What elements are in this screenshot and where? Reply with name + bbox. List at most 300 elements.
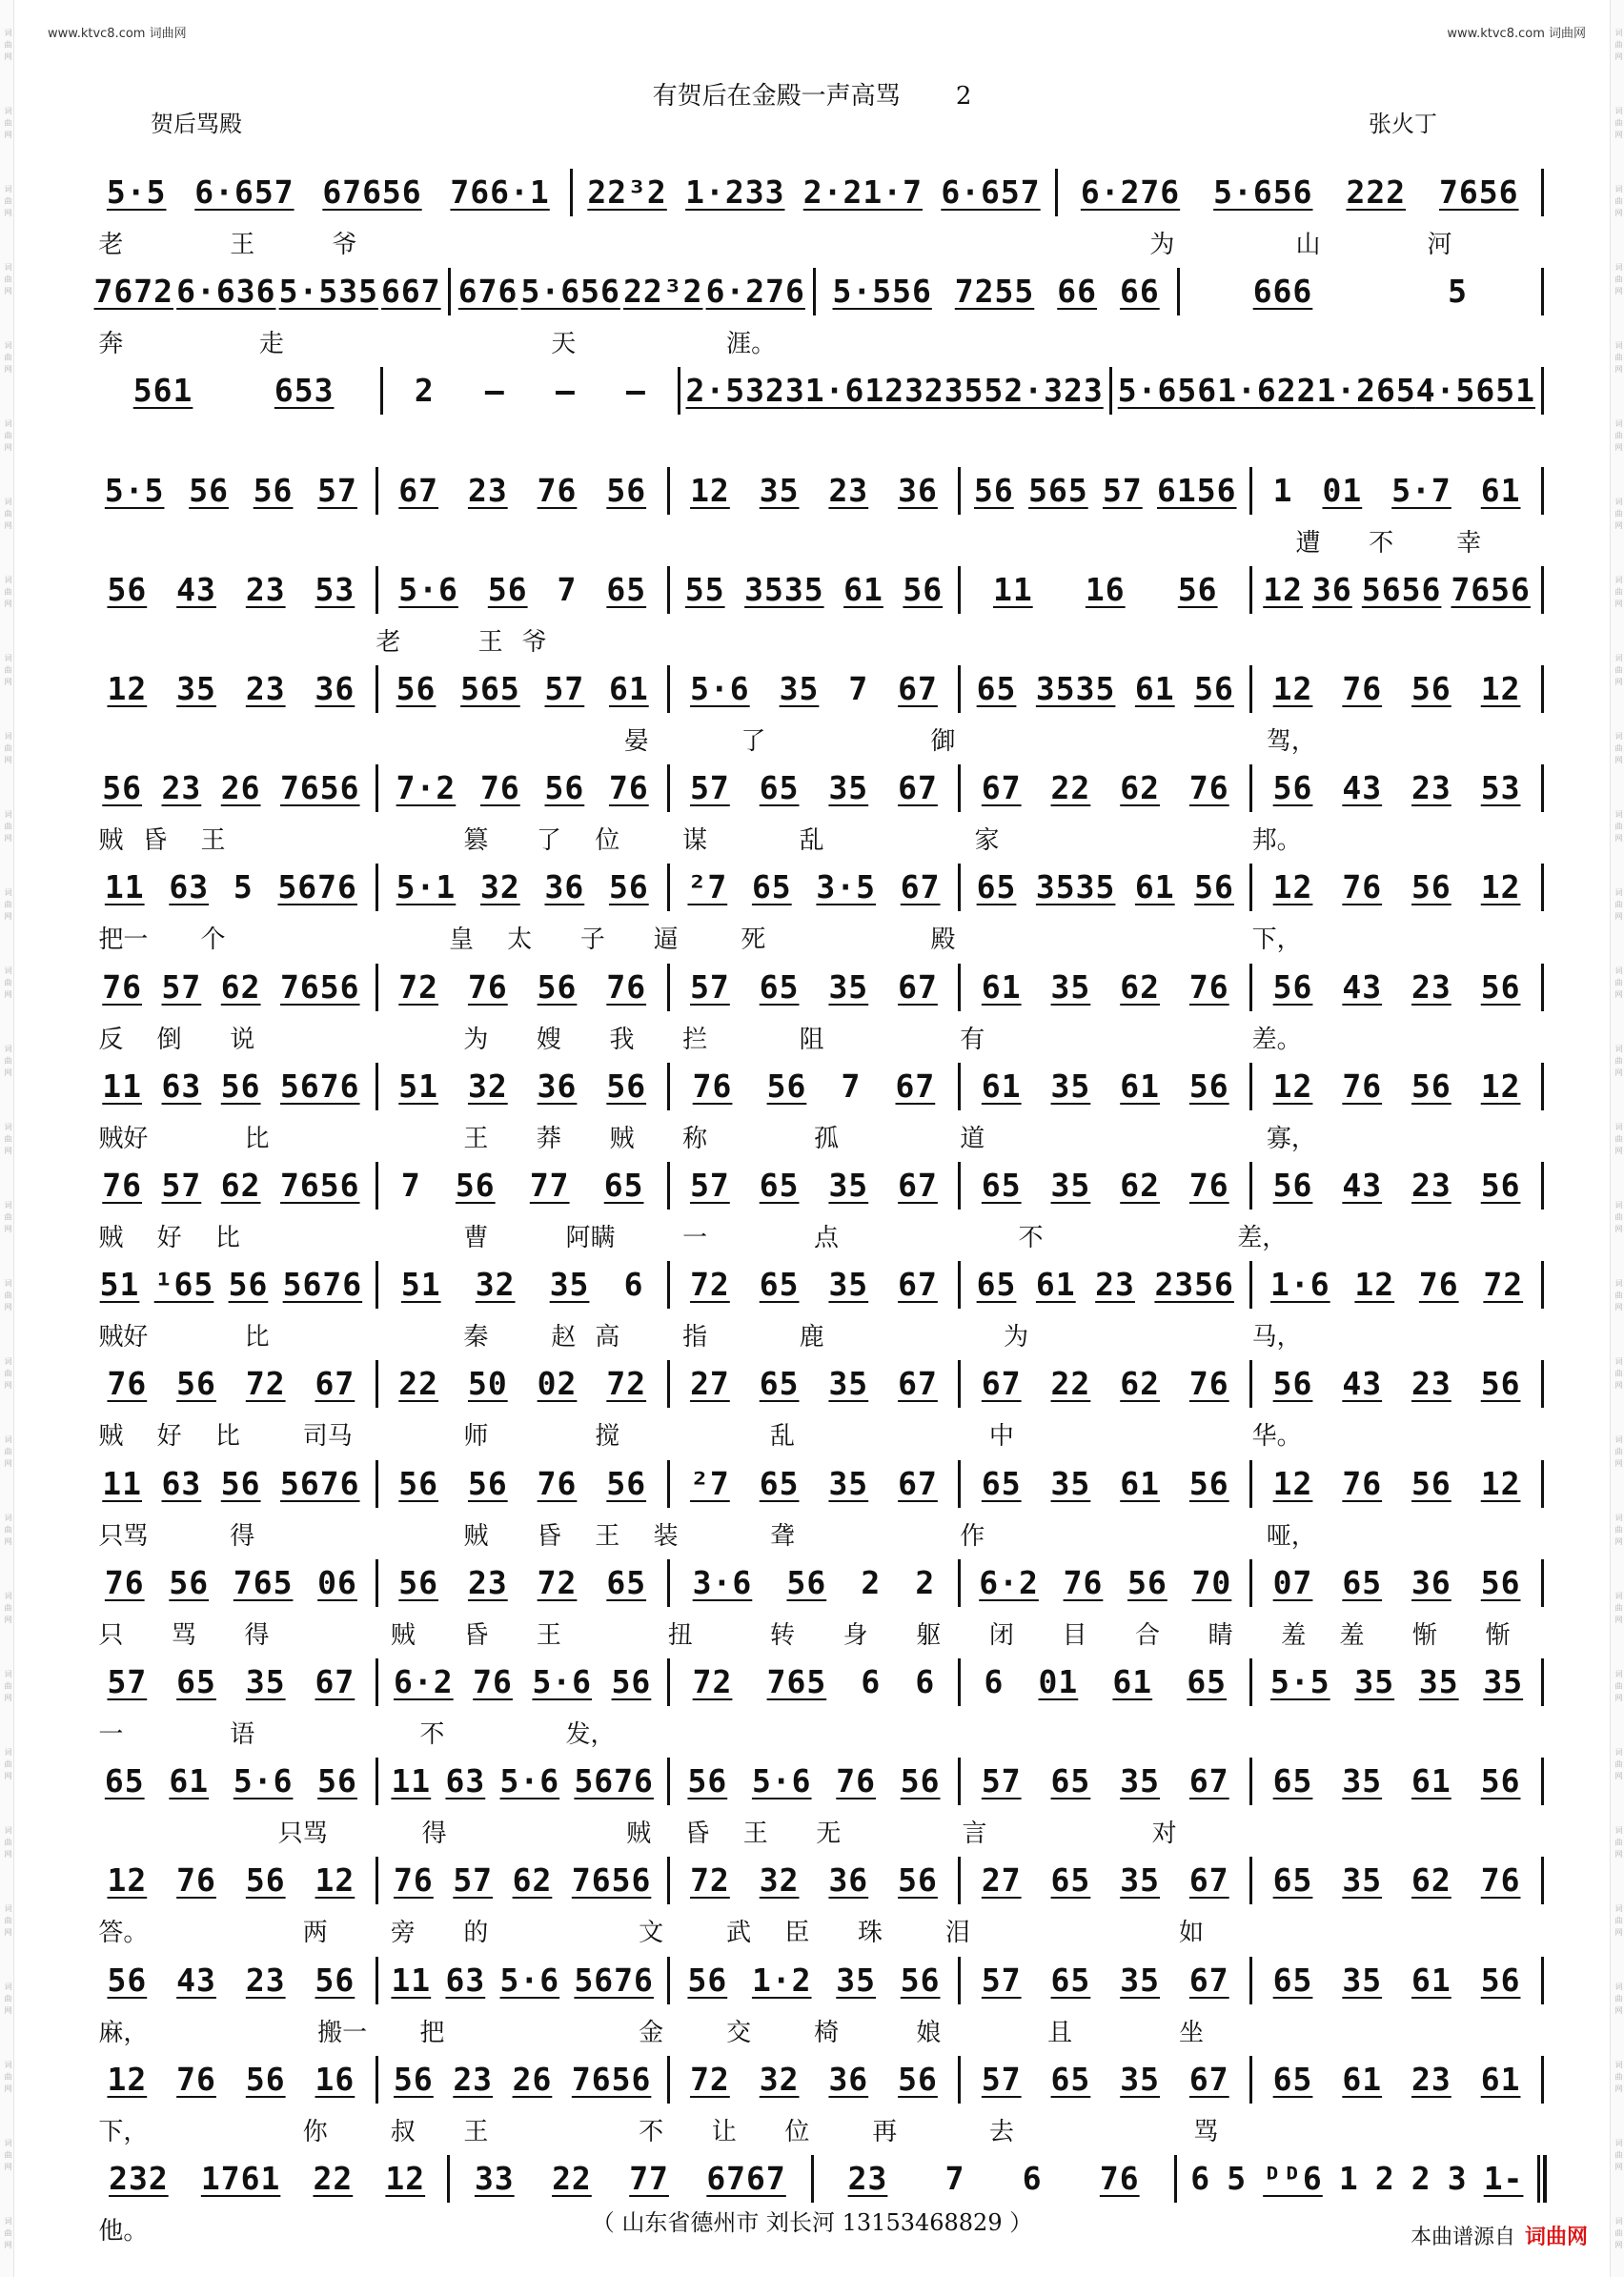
note-group: 22 [398, 1365, 439, 1403]
lyric-syllable: 为 [1004, 1323, 1029, 1352]
lyric-line [84, 920, 1544, 955]
note-group: 36 [1312, 570, 1352, 608]
sidebar-watermark: 词 曲 网 [4, 1045, 12, 1078]
notation-line [84, 1262, 1544, 1308]
note-group: 76 [692, 1067, 733, 1105]
note-group: 56 [1480, 1563, 1521, 1601]
note-group: 23 [1411, 769, 1451, 807]
note-group: 26 [220, 769, 261, 807]
measure [814, 2156, 1174, 2202]
lyric-syllable: 只 [98, 1620, 124, 1650]
note-group: 65 [606, 570, 647, 608]
note-group: 62 [1120, 769, 1160, 807]
sidebar-watermark: 词 曲 网 [4, 810, 12, 844]
lyric-syllable: 惭 [1485, 1620, 1511, 1650]
note-group: 232 [109, 2160, 169, 2197]
lyric-syllable: 反 [98, 1025, 124, 1054]
lyric-syllable: 倒 [156, 1025, 182, 1054]
lyric-syllable: 王 [463, 2117, 489, 2146]
note-group: 12 [1480, 868, 1521, 906]
measure [961, 765, 1249, 811]
site-watermark-right[interactable]: www.ktvc8.com 词曲网 [1447, 27, 1586, 41]
note-group: 3·5 [816, 868, 877, 906]
note-group: 1·612 [804, 372, 905, 410]
note-group: 6 [1022, 2160, 1043, 2197]
note-group: 56 [1272, 1365, 1313, 1403]
note-group: 5·556 [832, 273, 932, 311]
note-group: 56 [455, 1167, 496, 1204]
note-group: 67 [981, 1365, 1022, 1403]
notation-line [84, 1858, 1544, 1903]
note-group: 56 [189, 471, 229, 509]
note-group: 61 [1120, 1464, 1160, 1502]
lyric-syllable: 王 [200, 826, 226, 856]
note-group: 22 [552, 2160, 592, 2197]
note-group: 56 [544, 769, 585, 807]
note-group: 76 [176, 2060, 216, 2098]
measure [670, 1461, 959, 1507]
note-group: 56 [107, 570, 148, 608]
note-group: 56 [611, 1663, 652, 1700]
note-group: 23 [453, 2060, 494, 2098]
lyric-syllable: 爷 [332, 231, 357, 259]
note-group: 56 [1272, 1167, 1313, 1204]
note-group: 56 [1411, 1464, 1451, 1502]
note-group: 35 [1050, 1067, 1091, 1105]
note-group: 67 [1188, 1762, 1229, 1800]
note-group: 12 [385, 2160, 426, 2197]
note-group: 76 [836, 1762, 877, 1800]
note-group: 23 [828, 471, 869, 509]
note-group: 65 [976, 670, 1017, 707]
lyric-syllable: 乱 [770, 1422, 796, 1452]
lyric-syllable: 老 [376, 627, 401, 657]
lyric-syllable: 躯 [916, 1620, 942, 1650]
note-group: 76 [1188, 1167, 1229, 1204]
lyric-syllable: 如 [1179, 1919, 1205, 1948]
measure [383, 368, 677, 414]
lyric-syllable: 中 [988, 1422, 1014, 1452]
measure [378, 1958, 667, 2003]
sidebar-watermark: 词 曲 网 [4, 1123, 12, 1156]
sidebar-watermark: 词 曲 网 [4, 29, 12, 62]
source-credit[interactable] [1411, 2221, 1588, 2250]
note-group: 56 [398, 1563, 439, 1601]
note-group: 76 [537, 471, 578, 509]
measure [378, 1163, 667, 1209]
source-brand[interactable]: 词曲网 [1524, 2226, 1588, 2249]
note-group: 2 [1411, 2160, 1431, 2197]
note-group: 72 [245, 1365, 286, 1403]
note-group: 56 [102, 769, 142, 807]
note-group: 12 [1272, 670, 1313, 707]
measure [87, 269, 448, 315]
note-group: 35 [828, 769, 869, 807]
note-group: 35 [1050, 1464, 1091, 1502]
lyric-syllable: 了 [741, 727, 766, 756]
lyric-syllable: 聋 [770, 1521, 796, 1551]
sidebar-watermark: 词 曲 网 [1614, 1592, 1623, 1625]
note-group: 11 [391, 1961, 432, 1999]
sidebar-watermark: 词 曲 网 [4, 1670, 12, 1703]
lyric-line [84, 1119, 1544, 1151]
lyric-line [84, 622, 1544, 655]
note-group: 43 [176, 1961, 216, 1999]
note-group: – [626, 372, 646, 410]
note-group: 65 [981, 1167, 1022, 1204]
measure [87, 1759, 376, 1804]
note-group: 7 [848, 670, 869, 707]
note-group: 53 [315, 570, 355, 608]
lyric-syllable: 贼 [390, 1620, 416, 1650]
lyric-line [84, 423, 1544, 456]
note-group: 36 [828, 1861, 869, 1900]
measure [378, 567, 667, 613]
lyric-syllable: 言 [962, 1820, 987, 1849]
note-group: 33 [474, 2160, 515, 2197]
sidebar-watermark: 词 曲 网 [1614, 1435, 1623, 1469]
note-group: 57 [690, 967, 730, 1006]
measure [1252, 1560, 1541, 1606]
site-watermark-left[interactable]: www.ktvc8.com 词曲网 [48, 27, 187, 41]
lyric-syllable: 孤 [814, 1124, 840, 1153]
sidebar-watermark: 词 曲 网 [1614, 263, 1623, 296]
note-group: 76 [1188, 1365, 1229, 1403]
lyric-syllable: 把一 [98, 925, 149, 955]
lyric-syllable: 羞 [1281, 1620, 1307, 1650]
note-group: 56 [898, 1861, 938, 1900]
note-group: 65 [104, 1762, 145, 1800]
note-group: 65 [1272, 1961, 1313, 1999]
note-group: 43 [1342, 967, 1383, 1006]
measure [573, 170, 1056, 215]
lyric-syllable: 让 [711, 2117, 737, 2146]
sidebar-watermark: 词 曲 网 [4, 498, 12, 531]
note-group: 61 [981, 1067, 1022, 1105]
note-group: 5·6 [499, 1762, 560, 1800]
measure [87, 1064, 376, 1109]
measure [961, 1461, 1249, 1507]
note-group: 1 [1272, 471, 1293, 509]
lyric-syllable: 比 [244, 1323, 270, 1352]
sidebar-watermark: 词 曲 网 [1614, 107, 1623, 140]
note-group: 76 [537, 1464, 578, 1502]
note-group: 65 [1050, 1861, 1091, 1900]
lyric-syllable: 华。 [1251, 1422, 1302, 1452]
note-group: 56 [898, 2060, 938, 2098]
note-group: 76 [102, 1167, 142, 1204]
note-group: 56 [315, 1961, 355, 1999]
measure [1252, 1064, 1541, 1109]
note-group: 12 [107, 1861, 148, 1900]
measure [680, 368, 1109, 414]
note-group: 56 [974, 471, 1014, 509]
note-group: 7656 [1451, 570, 1531, 608]
note-group: 56 [1272, 769, 1313, 807]
note-group: 6·276 [1080, 173, 1181, 211]
note-group: 65 [759, 1167, 800, 1204]
lyric-line [84, 1218, 1544, 1250]
sidebar-watermark: 词 曲 网 [4, 419, 12, 453]
measure [670, 567, 959, 613]
measure [378, 864, 667, 910]
notation-line [84, 1461, 1544, 1507]
note-group: 35 [828, 1464, 869, 1502]
note-group: 11 [102, 1067, 142, 1105]
lyric-line [84, 324, 1544, 359]
note-group: 2 [861, 1563, 882, 1601]
measure [1252, 1461, 1541, 1507]
lyric-syllable: 皇 [449, 925, 475, 955]
lyric-syllable: 不 [639, 2117, 664, 2146]
sidebar-watermark: 词 曲 网 [1614, 185, 1623, 218]
lyric-syllable: 身 [842, 1620, 868, 1650]
note-group: 63 [161, 1464, 202, 1502]
note-group: 222 [1346, 173, 1407, 211]
barline [1541, 764, 1544, 812]
note-group: 43 [176, 570, 216, 608]
note-group: 56 [398, 1464, 439, 1502]
lyric-syllable: 装 [653, 1521, 679, 1551]
measure [1177, 2156, 1537, 2202]
sidebar-watermark: 词 曲 网 [1614, 1904, 1623, 1938]
lyric-syllable: 比 [244, 1124, 270, 1153]
barline [1541, 1360, 1544, 1408]
measure [378, 468, 667, 514]
note-group: 35 [779, 670, 820, 707]
lyric-syllable: 交 [726, 2018, 752, 2047]
lyric-syllable: 山 [1295, 231, 1321, 259]
lyric-syllable: 旁 [390, 1919, 416, 1948]
note-group: 56 [253, 471, 294, 509]
note-group: 3 [1447, 2160, 1468, 2197]
barline [1541, 367, 1544, 415]
note-group: 65 [1342, 1563, 1383, 1601]
note-group: 2 [414, 372, 435, 410]
note-group: 63 [169, 868, 210, 906]
sidebar-watermark: 词 曲 网 [4, 1279, 12, 1312]
note-group: 76 [1188, 769, 1229, 807]
lyric-syllable: 嫂 [536, 1025, 561, 1054]
note-group: 35 [1483, 1663, 1524, 1700]
lyric-syllable: 且 [1047, 2018, 1073, 2047]
note-group: 70 [1191, 1563, 1232, 1601]
lyric-syllable: 扭 [667, 1620, 693, 1650]
note-group: 56 [317, 1762, 357, 1800]
measure [961, 2057, 1249, 2103]
sidebar-watermark: 词 曲 网 [4, 654, 12, 687]
sidebar-watermark: 词 曲 网 [1614, 1748, 1623, 1781]
note-group: 76 [606, 967, 647, 1006]
note-group: 5676 [574, 1961, 654, 1999]
note-group: 67 [895, 1067, 936, 1105]
note-group: 56 [1272, 967, 1313, 1006]
note-group: 35 [549, 1266, 590, 1304]
note-group: 51 [398, 1067, 439, 1105]
note-group: 56 [487, 570, 528, 608]
note-group: 67 [898, 967, 938, 1006]
note-group: 65 [1272, 1762, 1313, 1800]
note-group: 2·21·7 [802, 173, 923, 211]
note-group: 6 [861, 1663, 882, 1700]
lyric-syllable: 司马 [302, 1422, 353, 1452]
lyric-syllable: 指 [682, 1323, 708, 1352]
lyric-syllable: 泪 [944, 1919, 970, 1948]
note-group: 61 [1411, 1762, 1451, 1800]
measure [1252, 1858, 1541, 1903]
note-group: 56 [1480, 1961, 1521, 1999]
note-group: 63 [445, 1961, 486, 1999]
note-group: 35 [828, 1365, 869, 1403]
note-group: 12 [107, 2060, 148, 2098]
sidebar-watermark: 词 曲 网 [4, 1435, 12, 1469]
measure [378, 1262, 667, 1308]
note-group: 5·6 [233, 1762, 294, 1800]
note-group: 76 [1418, 1266, 1459, 1304]
notation-line [84, 864, 1544, 910]
note-group: 56 [1480, 967, 1521, 1006]
lyric-syllable: 王 [477, 627, 503, 657]
note-group: 56 [606, 471, 647, 509]
sidebar-watermark: 词 曲 网 [4, 1826, 12, 1860]
measure [1252, 567, 1541, 613]
lyric-syllable: 比 [214, 1422, 240, 1452]
lyric-syllable: 子 [579, 925, 605, 955]
note-group: 07 [1272, 1563, 1313, 1601]
barline [1541, 1758, 1544, 1805]
note-group: 67 [315, 1663, 355, 1700]
note-group: 65 [1050, 1961, 1091, 1999]
note-group: ²7 [687, 868, 728, 906]
measure [378, 965, 667, 1010]
note-group: 65 [603, 1167, 644, 1204]
note-group: 66 [1057, 273, 1097, 311]
note-group: 56 [608, 868, 649, 906]
lyric-line [84, 2112, 1544, 2145]
lyric-line [84, 821, 1544, 856]
note-group: 51 [400, 1266, 441, 1304]
barline [1541, 1957, 1544, 2004]
note-group: 22³2 [622, 273, 703, 311]
measure [670, 1262, 959, 1308]
measure [87, 1361, 376, 1407]
lyric-syllable: 哑， [1266, 1521, 1316, 1551]
note-group: 6·2 [979, 1563, 1039, 1601]
lyric-syllable: 不 [1018, 1224, 1044, 1252]
notation-line [84, 965, 1544, 1010]
sidebar-watermark: 词 曲 网 [4, 2217, 12, 2250]
barline [1541, 2056, 1544, 2104]
note-group: 2·5323 [685, 372, 805, 410]
note-group: 56 [1480, 1762, 1521, 1800]
note-group: 57 [690, 1167, 730, 1204]
measure [670, 1163, 959, 1209]
sidebar-watermark: 词 曲 网 [1614, 810, 1623, 844]
lyric-syllable: 他。 [98, 2217, 149, 2246]
lyric-syllable: 去 [988, 2117, 1014, 2146]
lyric-syllable: 得 [230, 1521, 255, 1551]
note-group: 61 [1035, 1266, 1076, 1304]
note-group: 56 [1194, 670, 1234, 707]
note-group: 65 [759, 967, 800, 1006]
measure [87, 1262, 376, 1308]
sidebar-watermark: 词 曲 网 [4, 966, 12, 1000]
notation-line [84, 1759, 1544, 1804]
note-group: 23 [1411, 967, 1451, 1006]
lyric-syllable: 王 [536, 1620, 561, 1650]
note-group: 56 [107, 1961, 148, 1999]
note-group: 56 [220, 1464, 261, 1502]
note-group: 32 [475, 1266, 516, 1304]
barline [1541, 665, 1544, 713]
note-group: 76 [176, 1861, 216, 1900]
lyric-syllable: 鹿 [799, 1323, 824, 1352]
measure [670, 765, 959, 811]
lyric-syllable: 贼 [626, 1820, 652, 1849]
note-group: 36 [1411, 1563, 1451, 1601]
note-group: 76 [104, 1563, 145, 1601]
sidebar-watermark: 词 曲 网 [1614, 1045, 1623, 1078]
lyric-line [84, 1715, 1544, 1747]
lyric-syllable: 高 [595, 1323, 620, 1352]
note-group: 12 [107, 670, 148, 707]
measure [1252, 468, 1541, 514]
lyric-syllable: 的 [463, 1919, 489, 1948]
note-group: 67 [898, 670, 938, 707]
note-group: 57 [161, 967, 202, 1006]
note-group: 7656 [280, 1167, 360, 1204]
lyric-syllable: 邦。 [1251, 826, 1302, 856]
note-group: 5·6 [499, 1961, 560, 1999]
measure [1252, 1659, 1541, 1705]
note-group: 1·6 [1270, 1266, 1330, 1304]
measure [378, 765, 667, 811]
lyric-syllable: 再 [872, 2117, 898, 2146]
lyric-line [84, 1020, 1544, 1052]
note-group: ᴰᴰ6 [1263, 2160, 1323, 2197]
left-margin-strip [0, 0, 14, 2277]
lyric-syllable: 贼 [98, 1224, 124, 1252]
note-group: 56 [245, 2060, 286, 2098]
lyric-syllable: 只骂 [277, 1820, 328, 1849]
notation-line [84, 1163, 1544, 1209]
barline [1541, 1559, 1544, 1607]
notation-line [84, 666, 1544, 712]
lyric-syllable: 合 [1135, 1620, 1161, 1650]
note-group: 76 [473, 1663, 513, 1700]
note-group: 65 [1272, 1861, 1313, 1900]
note-group: 57 [544, 670, 585, 707]
note-group: 67 [898, 1266, 938, 1304]
note-group: 1·622 [1217, 372, 1317, 410]
measure [670, 1958, 959, 2003]
note-group: 63 [161, 1067, 202, 1105]
lyric-syllable: 爷 [521, 627, 547, 657]
measure [1252, 1759, 1541, 1804]
note-group: 7656 [571, 1861, 652, 1900]
note-group: 12 [1263, 570, 1303, 608]
barline [1541, 1857, 1544, 1904]
note-group: 53 [1480, 769, 1521, 807]
sidebar-watermark: 词 曲 网 [1614, 1279, 1623, 1312]
note-group: 1·233 [685, 173, 785, 211]
note-group: 35 [1354, 1663, 1395, 1700]
note-group: 57 [690, 769, 730, 807]
lyric-syllable: 篡 [463, 826, 489, 856]
lyric-syllable: 语 [230, 1720, 255, 1749]
lyric-syllable: 道 [960, 1124, 985, 1153]
sidebar-watermark: 词 曲 网 [1614, 732, 1623, 765]
